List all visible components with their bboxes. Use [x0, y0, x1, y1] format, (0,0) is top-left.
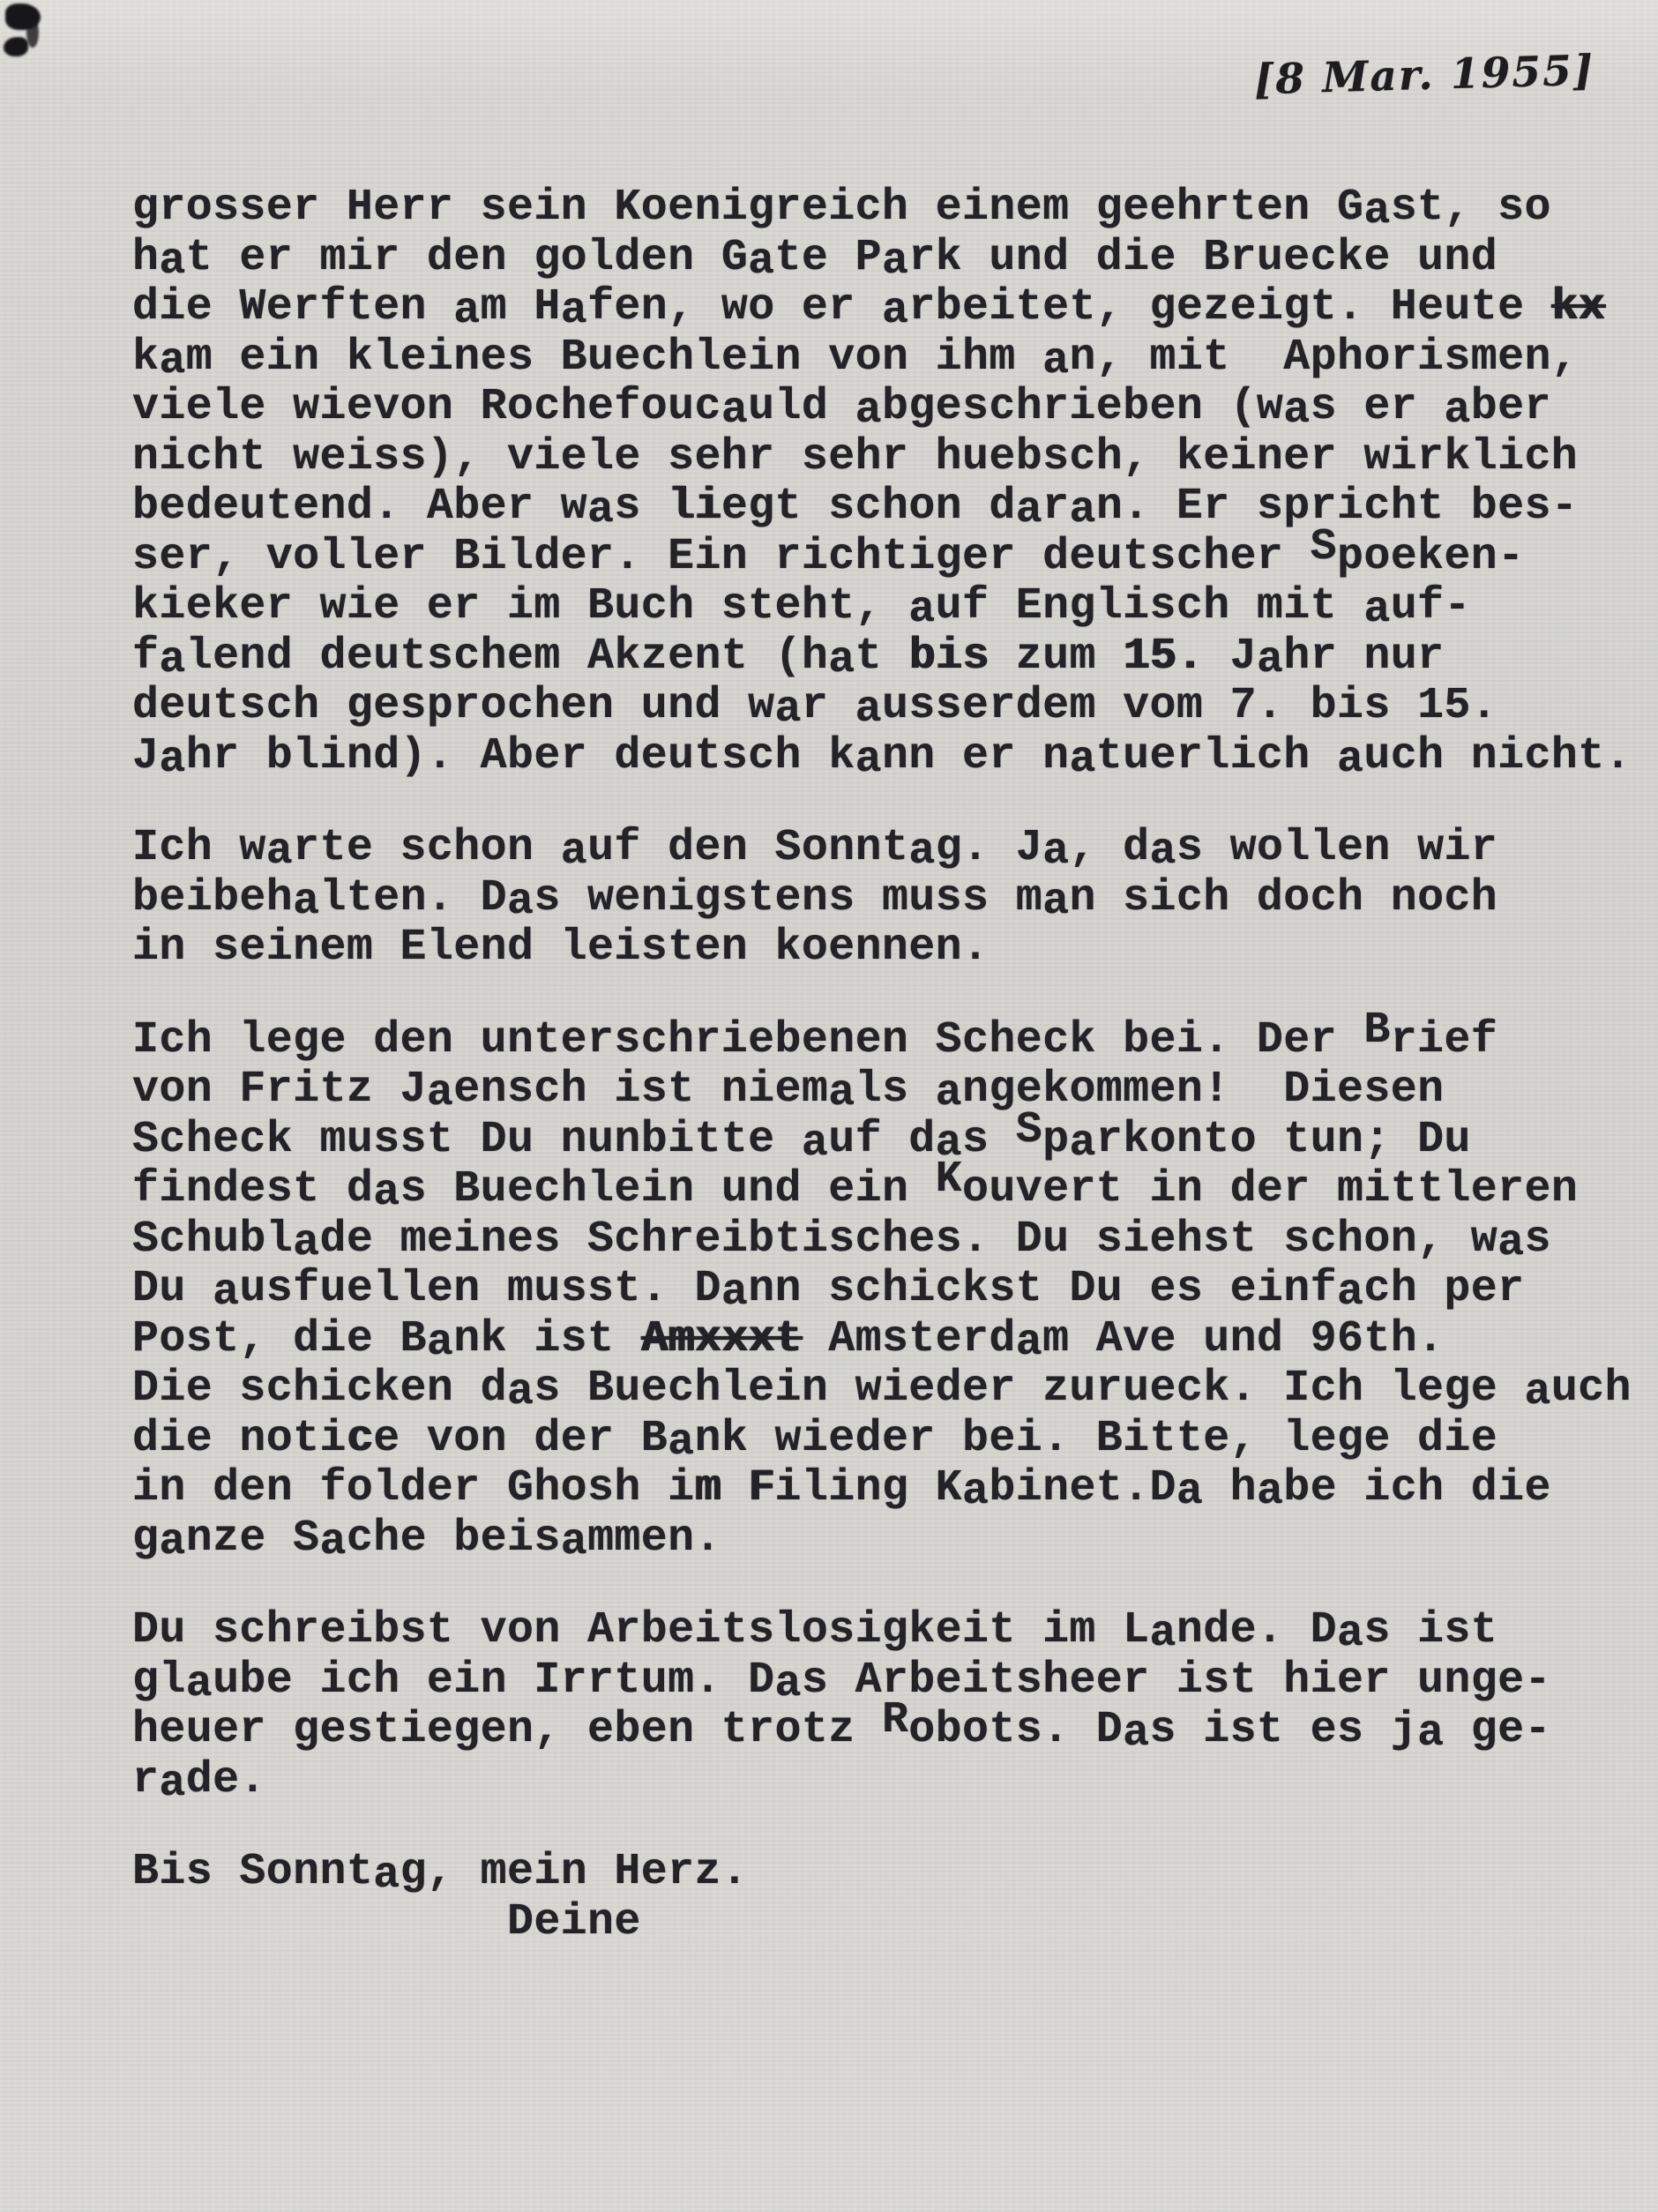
letter-line: in seinem Elend leisten koennen.: [132, 923, 990, 973]
letter-line: ganze Sache beisammen.: [132, 1513, 721, 1567]
letter-line: falend deutschem Akzent (hat bis zum 15. Jahr nur: [132, 631, 1445, 685]
letter-line: Du ausfuellen musst. Dann schickst Du es einfach per: [132, 1264, 1525, 1319]
letter-line: Deine: [132, 1896, 641, 1947]
letter-line: hat er mir den golden Gate Park und die Bruecke und: [132, 232, 1498, 287]
letter-line: die Werften am Hafen, wo er arbeitet, gezeigt. Heute kx: [132, 282, 1605, 337]
letter-line: viele wievon Rochefoucauld abgeschrieben (was er aber: [132, 382, 1551, 437]
letter-line: rade.: [132, 1754, 266, 1809]
letter-line: Ich lege den unterschriebenen Scheck bei. Der Brief: [132, 1005, 1498, 1065]
paragraph: [132, 183, 1642, 785]
paragraph: [132, 1605, 1642, 1809]
letter-line: Die schicken das Buechlein wieder zurueck. Ich lege auch: [132, 1364, 1632, 1418]
letter-line: bedeutend. Aber was liegt schon daran. Er spricht bes-: [132, 482, 1579, 536]
scan-artifact: [26, 18, 39, 48]
letter-line: Bis Sonntag, mein Herz.: [132, 1847, 749, 1902]
paragraph: [132, 1848, 1642, 1947]
letter-line: grosser Herr sein Koenigreich einem geehrten Gast, so: [132, 183, 1551, 237]
letter-line: in den folder Ghosh im Filing Kabinet.Da habe ich die: [132, 1463, 1551, 1518]
letter-line: Post, die Bank ist Amxxxt Amsterdam Ave und 96th.: [132, 1313, 1445, 1368]
letter-line: beibehalten. Das wenigstens muss man sich doch noch: [132, 872, 1498, 927]
letter-line: Jahr blind). Aber deutsch kann er natuerlich auch nicht.: [132, 730, 1632, 785]
letter-line: findest das Buechlein und ein Kouvert in der mittleren: [132, 1155, 1579, 1219]
letter-line: die notice von der Bank wieder bei. Bitte, lege die: [132, 1413, 1498, 1468]
letter-line: ser, voller Bilder. Ein richtiger deutscher Spoeken-: [132, 521, 1525, 582]
letter-line: Scheck musst Du nunbitte auf das Sparkonto tun; Du: [132, 1104, 1471, 1169]
letter-line: Ich warte schon auf den Sonntag. Ja, das wollen wir: [132, 823, 1498, 878]
letter-line: kieker wie er im Buch steht, auf Englisch mit auf-: [132, 581, 1471, 636]
paragraph: [132, 1005, 1642, 1567]
letter-line: nicht weiss), viele sehr sehr huebsch, keiner wirklich: [132, 431, 1579, 482]
letter-line: kam ein kleines Buechlein von ihm an, mit Aphorismen,: [132, 332, 1579, 386]
letter-line: Schublade meines Schreibtisches. Du siehst schon, was: [132, 1214, 1551, 1268]
paragraph: [132, 824, 1642, 974]
scan-artifact: [4, 37, 28, 56]
letter-line: Du schreibst von Arbeitslosigkeit im Lande. Das ist: [132, 1605, 1498, 1660]
letter-line: deutsch gesprochen und war ausserdem vom 7. bis 15.: [132, 681, 1498, 736]
letter-line: glaube ich ein Irrtum. Das Arbeitsheer ist hier unge-: [132, 1655, 1551, 1709]
handwritten-date: [8 Mar. 1955]: [1253, 46, 1595, 105]
letter-line: heuer gestiegen, eben trotz Robots. Das ist es ja ge-: [132, 1695, 1551, 1760]
letter-body: [132, 183, 1642, 1990]
letter-line: von Fritz Jaensch ist niemals angekommen! Diesen: [132, 1065, 1445, 1119]
